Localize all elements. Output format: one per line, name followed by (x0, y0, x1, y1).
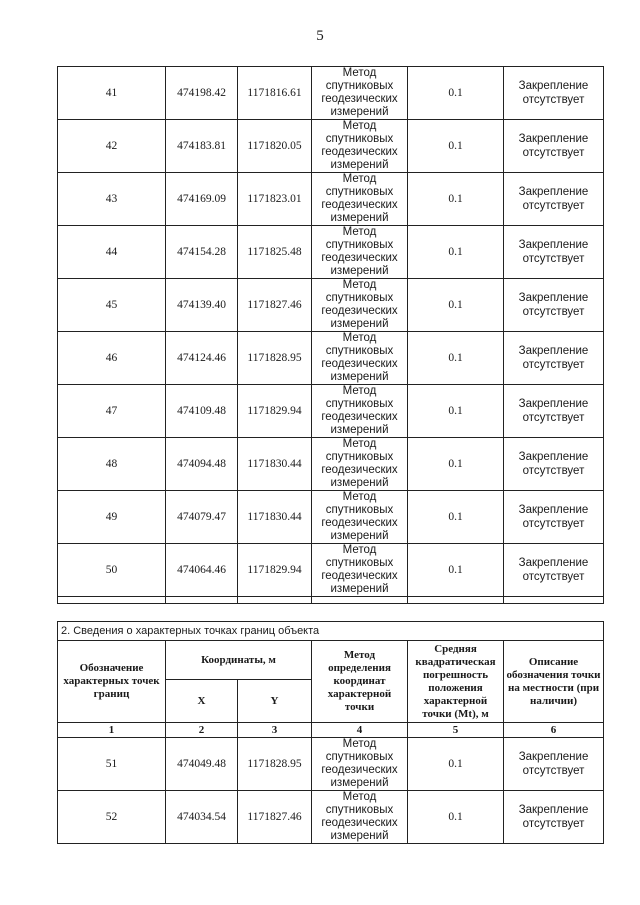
coordinate-x: 474034.54 (166, 791, 238, 844)
table-row (58, 332, 604, 385)
method-line: Метод (342, 385, 377, 397)
header-y: Y (238, 680, 312, 723)
method-cell (312, 544, 408, 597)
coordinate-y: 1171823.01 (238, 173, 312, 226)
header-description: Описание обозначения точки на местности (при наличии) (504, 641, 604, 723)
description-line: отсутствует (522, 94, 585, 106)
accuracy-value: 0.1 (408, 226, 504, 279)
description-line: отсутствует (522, 412, 585, 424)
description-line: отсутствует (522, 818, 585, 830)
header-designation: Обозначение характерных точек границ (58, 641, 166, 723)
empty-cell (504, 597, 604, 604)
coordinate-y: 1171829.94 (238, 385, 312, 438)
column-number: 3 (238, 723, 312, 738)
header-coordinates: Координаты, м (166, 641, 312, 680)
method-line: спутниковых (325, 751, 394, 763)
description-line: Закрепление (518, 345, 589, 357)
method-line: спутниковых (325, 398, 394, 410)
method-line: измерений (330, 583, 389, 595)
description-cell (504, 738, 604, 791)
description-cell (504, 173, 604, 226)
column-number: 4 (312, 723, 408, 738)
accuracy-value: 0.1 (408, 332, 504, 385)
header-x: X (166, 680, 238, 723)
description-cell (504, 791, 604, 844)
coordinate-x: 474198.42 (166, 67, 238, 120)
accuracy-value: 0.1 (408, 67, 504, 120)
method-line: геодезических (321, 358, 398, 370)
method-line: геодезических (321, 146, 398, 158)
point-number: 49 (58, 491, 166, 544)
column-number: 5 (408, 723, 504, 738)
table-row (58, 385, 604, 438)
coordinate-y: 1171830.44 (238, 438, 312, 491)
point-number: 51 (58, 738, 166, 791)
description-line: отсутствует (522, 200, 585, 212)
description-line: Закрепление (518, 451, 589, 463)
method-line: измерений (330, 106, 389, 118)
method-cell (312, 438, 408, 491)
method-line: геодезических (321, 199, 398, 211)
accuracy-value: 0.1 (408, 279, 504, 332)
method-line: спутниковых (325, 292, 394, 304)
description-cell (504, 332, 604, 385)
table-row (58, 491, 604, 544)
description-line: Закрепление (518, 751, 589, 763)
table-row (58, 173, 604, 226)
empty-cell (408, 597, 504, 604)
coordinate-x: 474079.47 (166, 491, 238, 544)
point-number: 48 (58, 438, 166, 491)
description-line: Закрепление (518, 292, 589, 304)
coordinate-x: 474094.48 (166, 438, 238, 491)
point-number: 41 (58, 67, 166, 120)
description-cell (504, 438, 604, 491)
coordinate-x: 474169.09 (166, 173, 238, 226)
description-cell (504, 279, 604, 332)
method-line: геодезических (321, 464, 398, 476)
method-cell (312, 385, 408, 438)
method-line: спутниковых (325, 133, 394, 145)
accuracy-value: 0.1 (408, 544, 504, 597)
header-method: Метод определения координат характерной точки (312, 641, 408, 723)
method-line: геодезических (321, 93, 398, 105)
description-line: Закрепление (518, 186, 589, 198)
method-line: Метод (342, 438, 377, 450)
point-number: 50 (58, 544, 166, 597)
coordinate-x: 474049.48 (166, 738, 238, 791)
method-cell (312, 67, 408, 120)
method-line: измерений (330, 477, 389, 489)
method-line: Метод (342, 226, 377, 238)
coordinate-y: 1171827.46 (238, 791, 312, 844)
description-line: отсутствует (522, 465, 585, 477)
table-row (58, 120, 604, 173)
description-line: отсутствует (522, 253, 585, 265)
coordinate-y: 1171828.95 (238, 332, 312, 385)
coordinate-x: 474183.81 (166, 120, 238, 173)
method-line: геодезических (321, 817, 398, 829)
method-cell (312, 791, 408, 844)
description-cell (504, 226, 604, 279)
coordinate-y: 1171820.05 (238, 120, 312, 173)
method-line: геодезических (321, 411, 398, 423)
accuracy-value: 0.1 (408, 120, 504, 173)
method-line: геодезических (321, 252, 398, 264)
coordinate-y: 1171829.94 (238, 544, 312, 597)
coordinate-y: 1171828.95 (238, 738, 312, 791)
section-title: 2. Сведения о характерных точках границ объекта (58, 622, 604, 641)
method-line: измерений (330, 159, 389, 171)
description-cell (504, 491, 604, 544)
column-number: 1 (58, 723, 166, 738)
accuracy-value: 0.1 (408, 385, 504, 438)
point-number: 44 (58, 226, 166, 279)
coordinate-y: 1171816.61 (238, 67, 312, 120)
method-line: Метод (342, 67, 377, 79)
point-number: 52 (58, 791, 166, 844)
method-line: измерений (330, 530, 389, 542)
boundary-points-table-continued (57, 66, 604, 604)
method-line: измерений (330, 371, 389, 383)
coordinate-x: 474154.28 (166, 226, 238, 279)
coordinate-x: 474124.46 (166, 332, 238, 385)
method-line: геодезических (321, 517, 398, 529)
method-line: спутниковых (325, 345, 394, 357)
description-line: отсутствует (522, 359, 585, 371)
empty-cell (166, 597, 238, 604)
description-line: Закрепление (518, 504, 589, 516)
accuracy-value: 0.1 (408, 791, 504, 844)
method-line: геодезических (321, 305, 398, 317)
method-line: спутниковых (325, 186, 394, 198)
method-line: Метод (342, 544, 377, 556)
accuracy-value: 0.1 (408, 438, 504, 491)
description-line: отсутствует (522, 147, 585, 159)
header-accuracy: Средняя квадратическая погрешность положения характерной точки (Mt), м (408, 641, 504, 723)
method-line: спутниковых (325, 557, 394, 569)
method-line: спутниковых (325, 239, 394, 251)
method-line: Метод (342, 120, 377, 132)
method-line: измерений (330, 424, 389, 436)
table-tail-row (58, 597, 604, 604)
description-line: Закрепление (518, 557, 589, 569)
coordinate-x: 474109.48 (166, 385, 238, 438)
empty-cell (238, 597, 312, 604)
accuracy-value: 0.1 (408, 491, 504, 544)
description-line: Закрепление (518, 133, 589, 145)
table-row (58, 791, 604, 844)
method-line: спутниковых (325, 504, 394, 516)
method-line: Метод (342, 173, 377, 185)
point-number: 45 (58, 279, 166, 332)
description-line: Закрепление (518, 398, 589, 410)
method-line: геодезических (321, 764, 398, 776)
method-line: измерений (330, 212, 389, 224)
method-line: Метод (342, 279, 377, 291)
coordinate-y: 1171825.48 (238, 226, 312, 279)
method-line: Метод (342, 738, 377, 750)
method-line: измерений (330, 318, 389, 330)
description-line: отсутствует (522, 571, 585, 583)
page-number: 5 (316, 28, 324, 44)
coordinate-y: 1171830.44 (238, 491, 312, 544)
method-cell (312, 120, 408, 173)
method-line: измерений (330, 265, 389, 277)
description-cell (504, 385, 604, 438)
point-number: 43 (58, 173, 166, 226)
method-cell (312, 738, 408, 791)
method-line: спутниковых (325, 804, 394, 816)
table-row (58, 279, 604, 332)
description-line: Закрепление (518, 804, 589, 816)
table-row (58, 544, 604, 597)
empty-cell (312, 597, 408, 604)
table-row (58, 738, 604, 791)
column-number: 6 (504, 723, 604, 738)
coordinate-x: 474064.46 (166, 544, 238, 597)
accuracy-value: 0.1 (408, 173, 504, 226)
point-number: 42 (58, 120, 166, 173)
description-line: отсутствует (522, 765, 585, 777)
method-cell (312, 279, 408, 332)
description-line: Закрепление (518, 80, 589, 92)
coordinate-y: 1171827.46 (238, 279, 312, 332)
point-number: 47 (58, 385, 166, 438)
table-row (58, 67, 604, 120)
method-line: измерений (330, 830, 389, 842)
table-row (58, 438, 604, 491)
method-cell (312, 491, 408, 544)
column-number: 2 (166, 723, 238, 738)
description-cell (504, 120, 604, 173)
method-line: спутниковых (325, 451, 394, 463)
method-line: спутниковых (325, 80, 394, 92)
description-cell (504, 67, 604, 120)
method-line: Метод (342, 491, 377, 503)
empty-cell (58, 597, 166, 604)
method-cell (312, 173, 408, 226)
method-line: Метод (342, 332, 377, 344)
description-line: отсутствует (522, 518, 585, 530)
description-line: Закрепление (518, 239, 589, 251)
method-cell (312, 226, 408, 279)
coordinate-x: 474139.40 (166, 279, 238, 332)
table-row (58, 226, 604, 279)
accuracy-value: 0.1 (408, 738, 504, 791)
description-line: отсутствует (522, 306, 585, 318)
method-cell (312, 332, 408, 385)
method-line: измерений (330, 777, 389, 789)
method-line: геодезических (321, 570, 398, 582)
boundary-points-table (57, 621, 604, 844)
method-line: Метод (342, 791, 377, 803)
point-number: 46 (58, 332, 166, 385)
description-cell (504, 544, 604, 597)
